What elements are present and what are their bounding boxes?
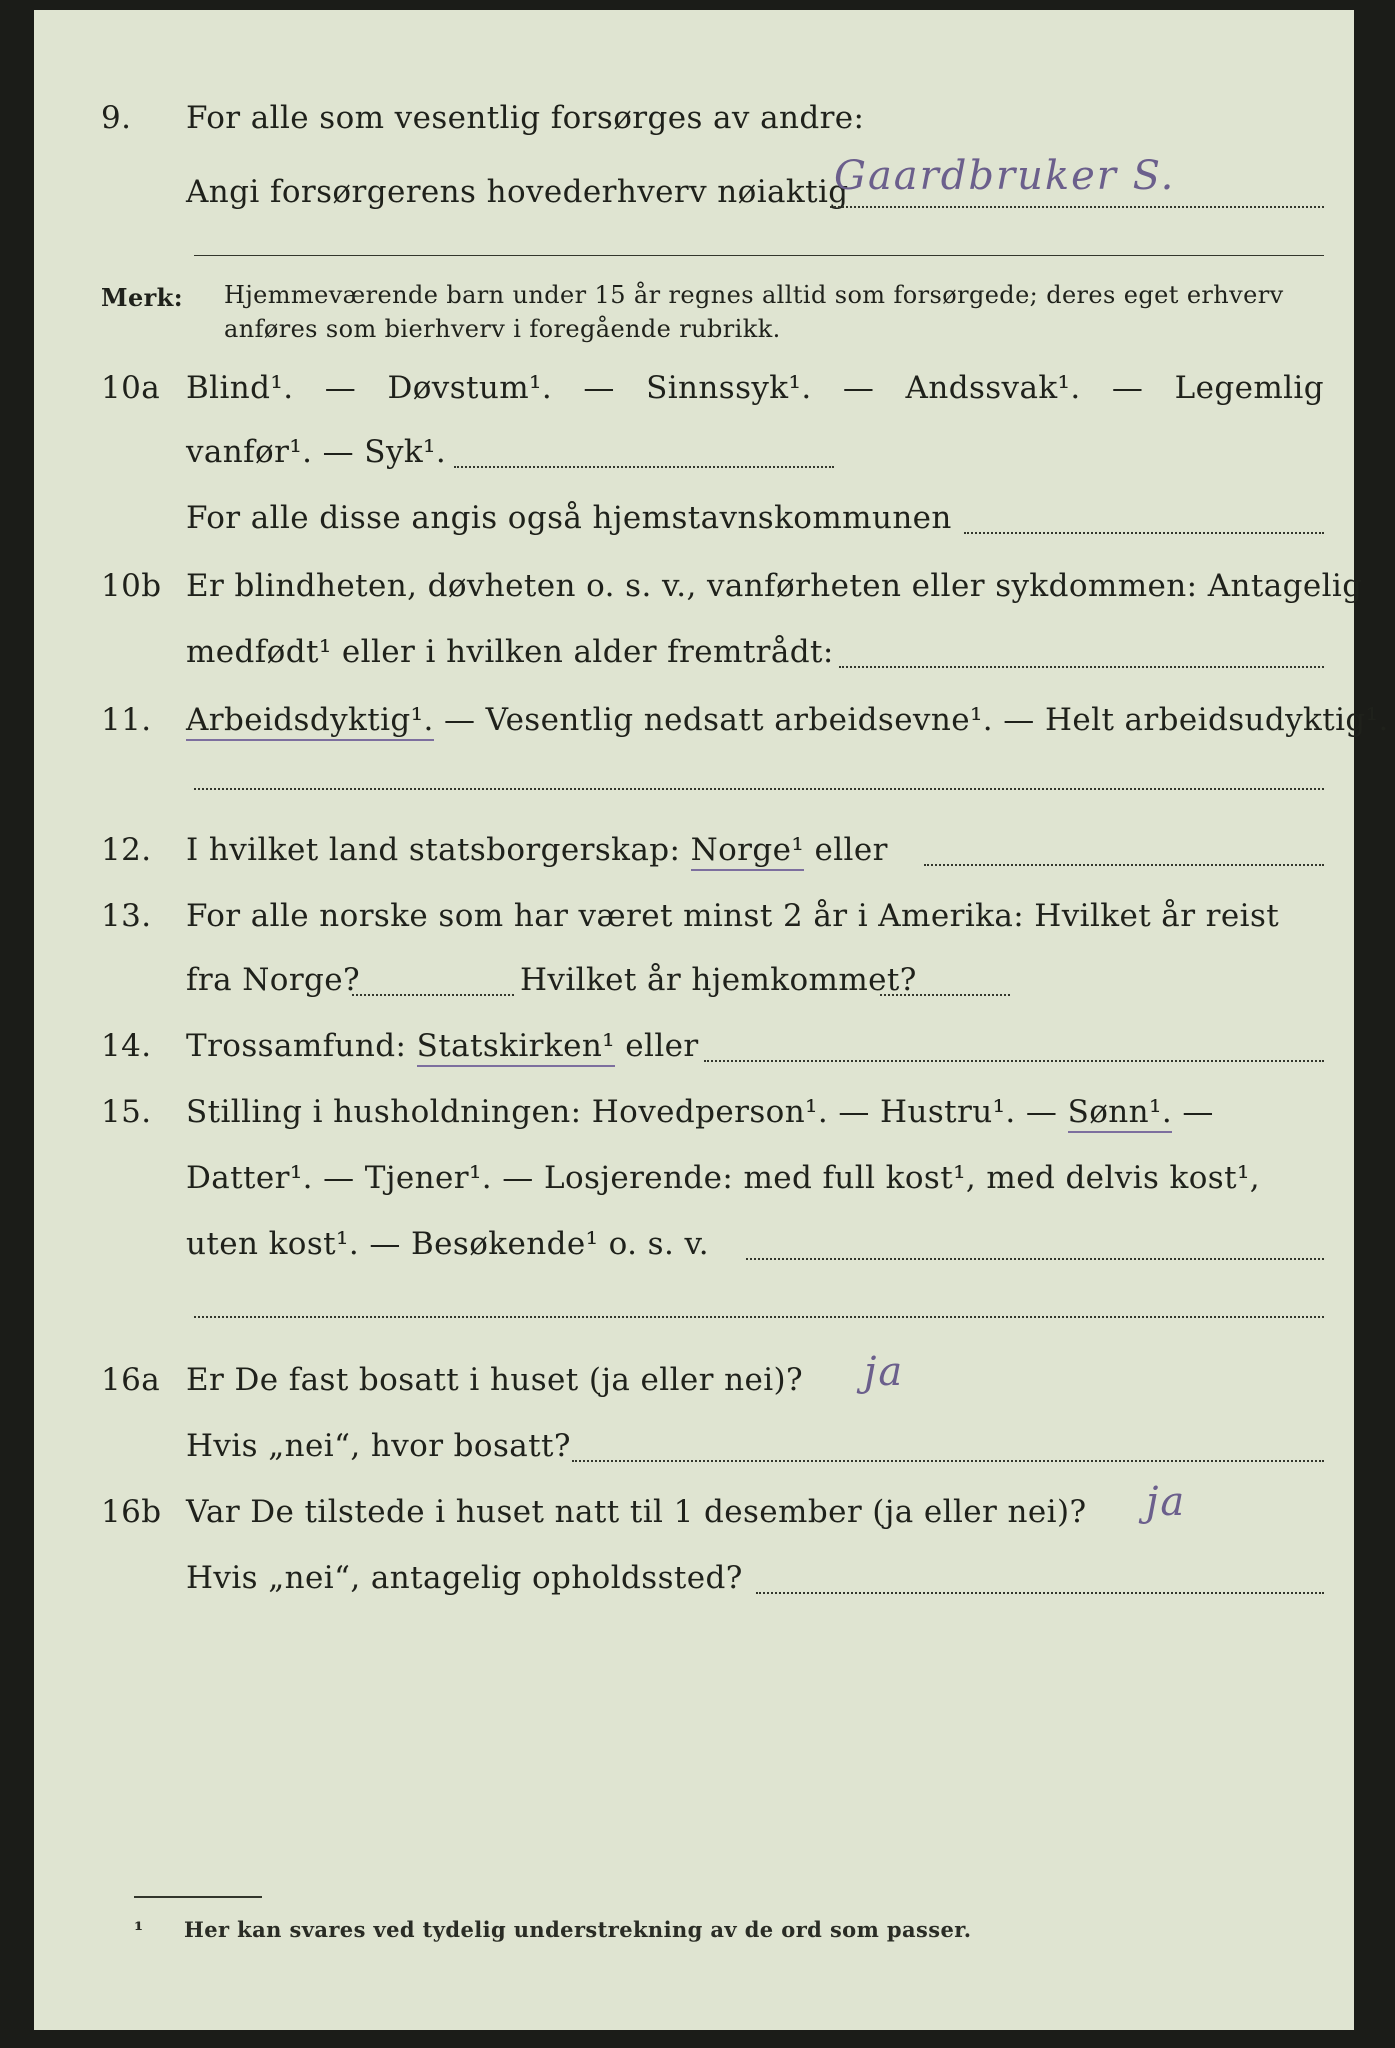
q16b-handwritten-answer: ja xyxy=(1146,1479,1187,1525)
q10a-word: — xyxy=(583,370,615,406)
q10b-line-1: Er blindheten, døvheten o. s. v., vanførheten eller sykdommen: Antagelig xyxy=(186,568,1363,604)
census-form-page xyxy=(34,10,1389,2030)
q10a-word: Døvstum¹. xyxy=(387,370,553,406)
q10a-number: 10a xyxy=(101,370,161,406)
q13-line-1: For alle norske som har været minst 2 år i Amerika: Hvilket år reist xyxy=(186,898,1280,934)
q13-reist-line xyxy=(352,994,514,996)
q11-extra-line xyxy=(194,788,1324,790)
q9-question: For alle som vesentlig forsørges av andre: xyxy=(186,100,865,136)
q14-selected-option: Statskirken¹ xyxy=(417,1028,615,1067)
q14-question: Trossamfund: xyxy=(186,1028,407,1064)
q15-extra-line xyxy=(194,1316,1324,1318)
q9-number: 9. xyxy=(101,100,132,136)
q16b-number: 16b xyxy=(101,1494,162,1530)
q15-answer-line xyxy=(746,1258,1324,1260)
q10a-answer-line xyxy=(454,466,834,468)
q12-text xyxy=(186,830,888,870)
q14-tail: eller xyxy=(625,1028,699,1064)
merk-line-1: Hjemmeværende barn under 15 år regnes alltid som forsørgede; deres eget erhverv xyxy=(224,281,1284,309)
q10b-answer-line xyxy=(839,666,1324,668)
q10a-word: Andssvak¹. xyxy=(905,370,1081,406)
q13-number: 13. xyxy=(101,898,152,934)
q16b-question: Var De tilstede i huset natt til 1 desember (ja eller nei)? xyxy=(186,1494,1087,1530)
q15-text xyxy=(186,1092,1214,1132)
q10a-options xyxy=(186,368,1324,408)
q10a-word: — xyxy=(842,370,875,406)
q9-handwritten-answer: Gaardbruker S. xyxy=(834,153,1176,199)
q9-question-2: Angi forsørgerens hovederhverv nøiaktig xyxy=(186,174,849,210)
q16a-number: 16a xyxy=(101,1362,161,1398)
q11-other-options: — Vesentlig nedsatt arbeidsevne¹. — Helt arbeidsudyktig¹. xyxy=(443,702,1389,738)
q16a-line-2: Hvis „nei“, hvor bosatt? xyxy=(186,1428,571,1464)
merk-label: Merk: xyxy=(101,283,183,312)
q10a-line-2: vanfør¹. — Syk¹. xyxy=(186,434,447,470)
q10a-word: Legemlig xyxy=(1174,370,1324,406)
q15-line-1-tail: — xyxy=(1182,1094,1214,1130)
footnote-text: Her kan svares ved tydelig understrekning av de ord som passer. xyxy=(184,1917,972,1942)
q10a-hometown-line xyxy=(964,532,1324,534)
q10a-word: Blind¹. xyxy=(186,370,294,406)
q10a-word: — xyxy=(324,370,357,406)
q12-selected-option: Norge¹ xyxy=(691,832,805,871)
q12-number: 12. xyxy=(101,832,152,868)
q12-tail: eller xyxy=(814,832,888,868)
footnote-mark: ¹ xyxy=(134,1917,144,1942)
q10b-line-2: medfødt¹ eller i hvilken alder fremtrådt: xyxy=(186,634,834,670)
q15-number: 15. xyxy=(101,1094,152,1130)
q11-text xyxy=(186,700,1389,740)
q14-number: 14. xyxy=(101,1028,152,1064)
q14-text xyxy=(186,1026,699,1066)
footnote-rule xyxy=(134,1896,262,1898)
q15-line-3: uten kost¹. — Besøkende¹ o. s. v. xyxy=(186,1226,709,1262)
q10a-line-3: For alle disse angis også hjemstavnskommunen xyxy=(186,500,952,536)
q15-selected-option: Sønn¹. xyxy=(1068,1094,1173,1133)
q14-answer-line xyxy=(704,1060,1324,1062)
q11-selected-option: Arbeidsdyktig¹. xyxy=(186,702,434,741)
q16a-question: Er De fast bosatt i huset (ja eller nei)? xyxy=(186,1362,804,1398)
q16b-answer-line xyxy=(756,1592,1324,1594)
q11-number: 11. xyxy=(101,702,152,738)
q12-answer-line xyxy=(924,864,1324,866)
q10a-word: Sinnssyk¹. xyxy=(646,370,812,406)
q13-right-label: Hvilket år hjemkommet? xyxy=(520,962,917,998)
q15-line-1: Stilling i husholdningen: Hovedperson¹. — Hustru¹. — xyxy=(186,1094,1058,1130)
q15-line-2: Datter¹. — Tjener¹. — Losjerende: med full kost¹, med delvis kost¹, xyxy=(186,1160,1261,1196)
q16a-answer-line xyxy=(572,1460,1324,1462)
q16b-line-2: Hvis „nei“, antagelig opholdssted? xyxy=(186,1560,743,1596)
q9-extra-line xyxy=(194,255,1324,256)
q9-answer-line xyxy=(830,206,1324,208)
q12-question: I hvilket land statsborgerskap: xyxy=(186,832,681,868)
q10a-word: — xyxy=(1111,370,1144,406)
q13-hjemkommet-line xyxy=(880,994,1010,996)
q10b-number: 10b xyxy=(101,568,162,604)
q13-left-label: fra Norge? xyxy=(186,962,361,998)
merk-line-2: anføres som bierhverv i foregående rubrikk. xyxy=(224,315,781,343)
q16a-handwritten-answer: ja xyxy=(864,1349,905,1395)
